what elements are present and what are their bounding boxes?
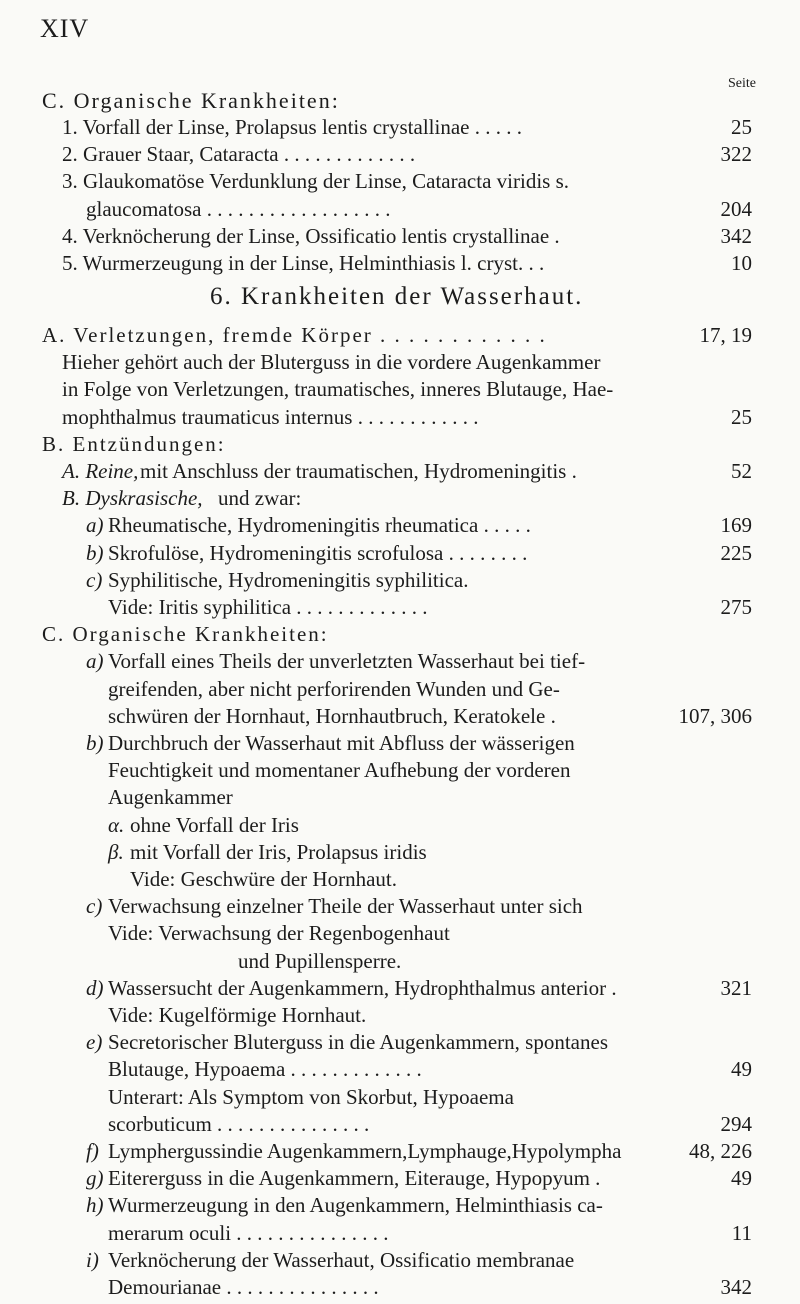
toc-item-text: A. Verletzungen, fremde Körper . . . . . . . . . . . . [42, 323, 547, 347]
toc-line [0, 512, 752, 540]
toc-item-text: Unterart: Als Symptom von Skorbut, Hypoaema [108, 1084, 514, 1109]
toc-line [0, 567, 752, 595]
toc-item-label: β. [108, 839, 124, 864]
toc-page-number: 342 [720, 223, 752, 248]
toc-item-label: A. Reine, [62, 459, 139, 483]
toc-item-text: und zwar: [218, 486, 302, 511]
toc-line [0, 920, 752, 948]
toc-page-number: 17, 19 [699, 323, 752, 347]
toc-item-text: Demourianae . . . . . . . . . . . . . . . [108, 1275, 379, 1299]
toc-item-text: C. Organische Krankheiten: [42, 622, 329, 647]
toc-line [0, 866, 752, 894]
toc-item-text: 2. Grauer Staar, Cataracta . . . . . . . . . . . . . [62, 142, 416, 167]
toc-page-number: 204 [720, 196, 752, 221]
toc-page-number: 225 [720, 540, 752, 565]
toc-item-text: Blutauge, Hypoaema . . . . . . . . . . . . . [108, 1057, 422, 1082]
toc-page-number: 25 [731, 404, 752, 429]
toc-page-number: 169 [720, 513, 752, 538]
toc-item-text: mit Vorfall der Iris, Prolapsus iridis [130, 839, 427, 864]
toc-item-text: Rheumatische, Hydromeningitis rheumatica . . . . . [108, 513, 531, 538]
toc-line [0, 648, 752, 676]
toc-line [0, 250, 752, 278]
toc-item-label: e) [86, 1030, 103, 1055]
toc-line [0, 784, 752, 812]
toc-line [0, 485, 752, 513]
toc-item-label: b) [86, 540, 104, 565]
toc-item-text: Durchbruch der Wasserhaut mit Abfluss der wässerigen [108, 731, 575, 755]
toc-item-label: a) [86, 513, 104, 538]
toc-page-number: 10 [731, 251, 752, 275]
toc-page-number: 342 [720, 1275, 752, 1299]
toc-item-text: Vide: Verwachsung der Regenbogenhaut [108, 921, 450, 946]
toc-line [0, 676, 752, 704]
toc-item-text: in Folge von Verletzungen, traumatisches, inneres Blutauge, Hae- [62, 377, 614, 402]
toc-line [0, 114, 752, 142]
toc-line [0, 376, 752, 404]
toc-line [0, 1084, 752, 1112]
section-heading: C. Organische Krankheiten: [42, 88, 340, 113]
toc-item-label: a) [86, 649, 104, 674]
toc-line [0, 1247, 752, 1275]
toc-line [0, 168, 752, 196]
toc-line [0, 757, 752, 785]
toc-item-label: d) [86, 975, 104, 1000]
toc-item-text: Vide: Iritis syphilitica . . . . . . . . . . . . . [108, 595, 428, 619]
toc-line [0, 812, 752, 840]
toc-item-text: Verknöcherung der Wasserhaut, Ossificatio membranae [108, 1247, 575, 1272]
page-number: XIV [40, 14, 90, 43]
toc-page-number: 321 [720, 975, 752, 1000]
toc-item-text: 5. Wurmerzeugung in der Linse, Helminthiasis l. cryst. . . [62, 251, 545, 275]
subsection-heading [0, 621, 752, 649]
toc-item-text: schwüren der Hornhaut, Hornhautbruch, Keratokele . [108, 703, 556, 728]
toc-line [0, 1165, 752, 1193]
toc-item-label: g) [86, 1166, 104, 1191]
toc-line [0, 349, 752, 377]
toc-item-text: Feuchtigkeit und momentaner Aufhebung der vorderen [108, 758, 571, 783]
toc-line [0, 893, 752, 921]
toc-line [0, 1192, 752, 1220]
chapter-heading: 6. Krankheiten der Wasserhaut. [210, 283, 584, 310]
toc-line [0, 141, 752, 169]
toc-item-text: Verwachsung einzelner Theile der Wasserhaut unter sich [108, 894, 583, 919]
toc-item-text: Augenkammer [108, 785, 233, 810]
toc-item-text: merarum oculi . . . . . . . . . . . . . . . [108, 1220, 389, 1245]
toc-item-text: greifenden, aber nicht perforirenden Wunden und Ge- [108, 676, 560, 701]
toc-item-text: Vide: Kugelförmige Hornhaut. [108, 1003, 367, 1027]
subsection-heading [0, 431, 752, 459]
toc-line [0, 1274, 752, 1302]
toc-page-number: 25 [731, 115, 752, 139]
toc-item-text: Secretorischer Bluterguss in die Augenkammern, spontanes [108, 1030, 609, 1055]
toc-line [0, 730, 752, 758]
toc-line [0, 540, 752, 568]
toc-line [0, 948, 752, 976]
toc-line [0, 975, 752, 1003]
toc-line [0, 1002, 752, 1030]
toc-item-label: c) [86, 894, 103, 919]
toc-page-number: 107, 306 [678, 703, 752, 728]
toc-line [0, 1111, 752, 1139]
toc-line [0, 223, 752, 251]
toc-page-number: 49 [731, 1057, 752, 1082]
toc-line [0, 1029, 752, 1057]
toc-item-text: 3. Glaukomatöse Verdunklung der Linse, Cataracta viridis s. [62, 169, 569, 194]
toc-item-text: mit Anschluss der traumatischen, Hydromeningitis . [140, 459, 577, 483]
toc-item-label: c) [86, 567, 103, 592]
toc-page-number: 52 [731, 459, 752, 483]
toc-line [0, 1056, 752, 1084]
toc-item-text: Vorfall eines Theils der unverletzten Wasserhaut bei tief- [108, 649, 586, 674]
toc-line [0, 1138, 752, 1166]
toc-item-label: i) [86, 1247, 99, 1272]
toc-line [0, 1220, 752, 1248]
toc-line [0, 839, 752, 867]
toc-item-text: 4. Verknöcherung der Linse, Ossificatio lentis crystallinae . [62, 223, 560, 248]
toc-item-text: mophthalmus traumaticus internus . . . . . . . . . . . . [62, 404, 479, 429]
toc-page-number: 275 [720, 595, 752, 619]
toc-line [0, 458, 752, 486]
toc-line [0, 703, 752, 731]
toc-line [0, 196, 752, 224]
toc-item-text: ohne Vorfall der Iris [130, 812, 299, 837]
toc-item-label: f) [86, 1139, 99, 1163]
toc-page-number: 11 [731, 1220, 752, 1245]
toc-item-text: Lymphergussindie Augenkammern,Lymphauge,Hypolympha [108, 1139, 622, 1163]
toc-item-text: 1. Vorfall der Linse, Prolapsus lentis crystallinae . . . . . [62, 115, 522, 139]
toc-item-text: Skrofulöse, Hydromeningitis scrofulosa . . . . . . . . [108, 540, 528, 565]
subsection-heading [0, 322, 752, 350]
toc-item-text: Hieher gehört auch der Bluterguss in die vordere Augenkammer [62, 350, 601, 375]
toc-item-text: und Pupillensperre. [238, 948, 402, 973]
toc-page-number: 294 [720, 1111, 752, 1136]
toc-item-text: Vide: Geschwüre der Hornhaut. [130, 867, 397, 891]
toc-line [0, 404, 752, 432]
toc-page-number: 322 [720, 142, 752, 167]
toc-item-label: h) [86, 1193, 104, 1218]
toc-line [0, 594, 752, 622]
toc-page-number: 49 [731, 1166, 752, 1191]
toc-item-text: Wassersucht der Augenkammern, Hydrophthalmus anterior . [108, 975, 617, 1000]
toc-item-text: B. Entzündungen: [42, 431, 226, 456]
toc-item-text: scorbuticum . . . . . . . . . . . . . . . [108, 1111, 370, 1136]
toc-item-label: b) [86, 731, 104, 755]
toc-item-text: glaucomatosa . . . . . . . . . . . . . . . . . . [86, 196, 391, 221]
toc-item-label: B. Dyskrasische, [62, 486, 203, 511]
toc-item-text: Wurmerzeugung in den Augenkammern, Helminthiasis ca- [108, 1193, 603, 1218]
toc-item-text: Eitererguss in die Augenkammern, Eiterauge, Hypopyum . [108, 1166, 601, 1191]
toc-page-number: 48, 226 [689, 1139, 752, 1163]
seite-label: Seite [728, 76, 756, 91]
toc-item-text: Syphilitische, Hydromeningitis syphilitica. [108, 567, 469, 592]
toc-item-label: α. [108, 812, 125, 837]
